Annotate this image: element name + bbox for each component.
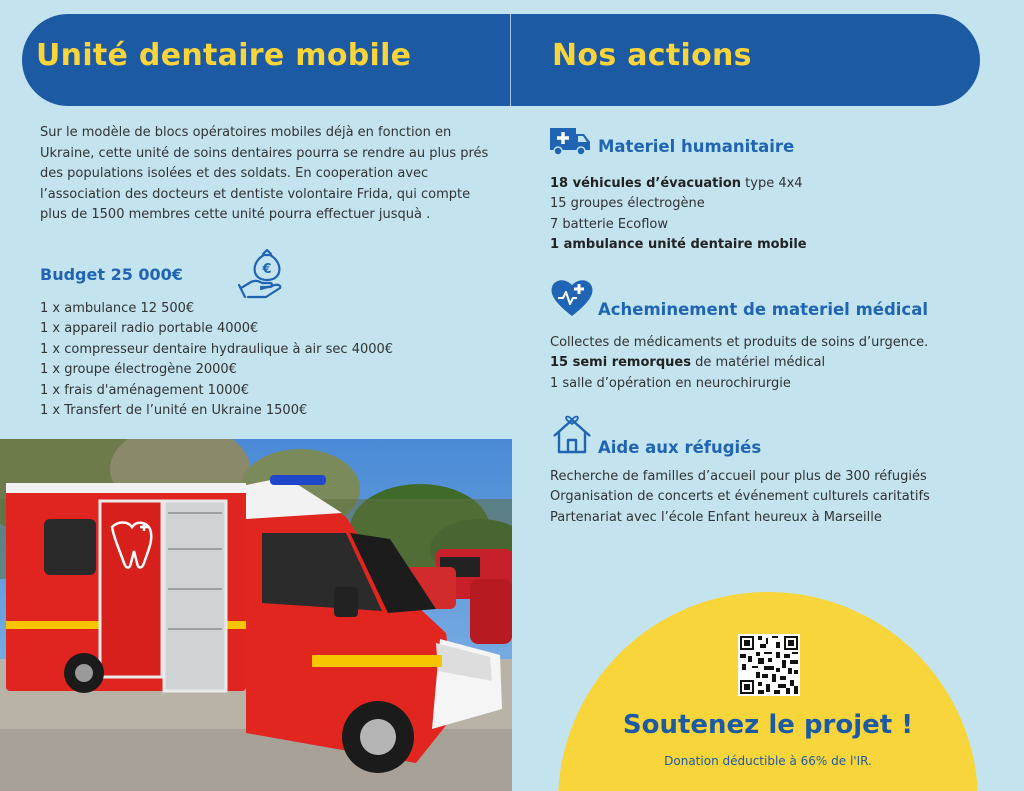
- qr-code-icon[interactable]: [738, 634, 800, 696]
- action-title-materiel: Materiel humanitaire: [598, 137, 795, 156]
- budget-list: [40, 299, 393, 421]
- header-divider: [510, 14, 511, 106]
- money-bag-hand-icon: [237, 244, 297, 304]
- list-item: Collectes de médicaments et produits de soins d’urgence.: [550, 335, 929, 350]
- budget-item: 1 x compresseur dentaire hydraulique à air sec 4000€: [40, 341, 394, 357]
- svg-text:€: €: [262, 262, 272, 277]
- budget-item: 1 x ambulance 12 500€: [40, 301, 195, 316]
- intro-paragraph: Sur le modèle de blocs opératoires mobiles déjà en fonction en Ukraine, cette unité de soins dentaires pourra se rendre au plus prés des populations isolées et des soldats. En cooperation avec l’association des docteurs et dentiste volontaire Frida, qui compte plus de 1500 membres cette unité pourra effectuer jusquà .: [40, 125, 489, 223]
- left-section-title: Unité dentaire mobile: [36, 38, 412, 73]
- list-item: 1 salle d’opération en neurochirurgie: [550, 375, 791, 391]
- list-item: 15 groupes électrogène: [550, 196, 705, 212]
- house-heart-icon: [550, 412, 594, 456]
- budget-item: 1 x groupe électrogène 2000€: [40, 362, 237, 378]
- budget-item: 1 x frais d'aménagement 1000€: [40, 382, 250, 398]
- ambulance-icon: [548, 124, 592, 156]
- action-title-acheminement: Acheminement de materiel médical: [598, 300, 928, 319]
- list-item: 7 batterie Ecoflow: [550, 216, 668, 232]
- action-list-refugies: [550, 467, 930, 528]
- support-title: Soutenez le projet !: [622, 710, 914, 740]
- action-title-refugies: Aide aux réfugiés: [598, 438, 762, 457]
- budget-item: 1 x appareil radio portable 4000€: [40, 321, 259, 337]
- list-item: 1 ambulance unité dentaire mobile: [550, 237, 807, 253]
- list-item: Organisation de concerts et événement culturels caritatifs: [550, 489, 930, 505]
- action-list-materiel: [550, 174, 807, 256]
- list-item: 18 véhicules d’évacuation type 4x4: [550, 176, 803, 191]
- budget-title: Budget 25 000€: [40, 265, 183, 284]
- action-list-acheminement: [550, 333, 928, 394]
- right-section-title: Nos actions: [552, 38, 752, 73]
- list-item: 15 semi remorques de matériel médical: [550, 355, 826, 371]
- heart-medical-icon: [550, 276, 594, 318]
- donation-note: Donation déductible à 66% de l'IR.: [664, 754, 872, 768]
- list-item: Recherche de familles d’accueil pour plus de 300 réfugiés: [550, 469, 927, 484]
- list-item: Partenariat avec l’école Enfant heureux à Marseille: [550, 509, 882, 525]
- ambulance-photo: [0, 439, 512, 791]
- budget-item: 1 x Transfert de l’unité en Ukraine 1500€: [40, 403, 308, 419]
